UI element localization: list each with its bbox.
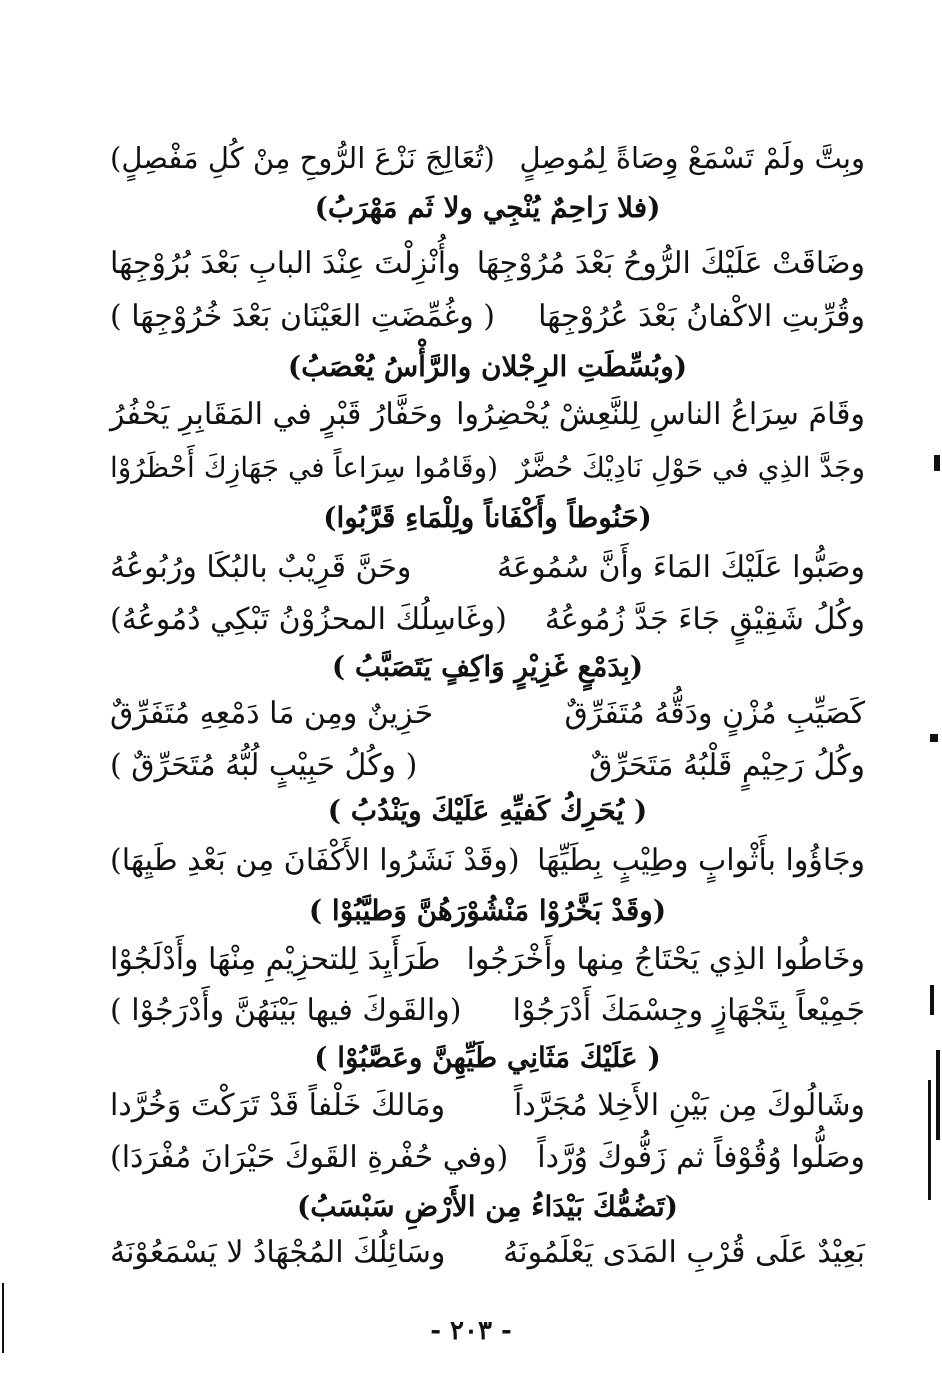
verse-right-hemistich: وكُلُ رَحِيْمٍ قَلْبُهُ مَتَحَرِّقٌ [589,748,865,783]
verse-left-hemistich: (وفي حُفْرةِ القَوكَ حَيْرَانَ مُفْرَدَا) [110,1140,509,1175]
verse-right-hemistich: وضَاقَتْ عَلَيْكَ الرُّوحُ بَعْدَ مُرُوْجِهَا [476,246,865,281]
verse-line [110,289,865,345]
verse-line [110,440,865,496]
verse-line [110,592,865,648]
verse-line [110,1130,865,1186]
verse-right-hemistich: وشَالُوكَ مِن بَيْنِ الأَخِلا مُجَرَّداً [514,1088,865,1123]
verse-line [110,1078,865,1134]
verse-line [110,833,865,889]
verse-left-hemistich: حَزِينٌ ومِن مَا دَمْعِهِ مُتَفَرِّقٌ [110,696,434,731]
verse-right-hemistich: كَصَيِّبِ مُزْنٍ ودَقُّهُ مُتَفَرِّقٌ [564,696,865,731]
scan-mark [930,985,934,1015]
refrain-line: ( عَلَيْكَ مَثَانِي طَيِّهِنَّ وعَصَّبُوْا ) [314,1040,661,1074]
verse-line [110,130,865,186]
verse-line [110,1225,865,1281]
verse-left-hemistich: طَرَأَيِدَ لِلتحزِيْمِ مِنْهَا وأَدْلَجُوْا [110,942,441,977]
verse-left-hemistich: (تُعَالِجَ نَزْعَ الرُّوحِ مِنْ كُلِ مَفْصِلٍ) [110,140,495,175]
refrain-line: (وقَدْ بَخَّرُوْا مَنْشُوْرَهُنَّ وَطيَّبُوْا ) [308,893,667,927]
scan-mark [934,455,940,471]
scan-mark [928,1080,931,1200]
verse-left-hemistich: ( وكُلُ حَبِيْبٍ لُبُّهُ مُتَحَرِّقٌ ) [110,748,418,783]
page-number: - ٢٠٣ - [430,1316,512,1346]
verse-right-hemistich: وخَاطُوا الذِي يَحْتَاجُ مِنها وأَخْرَجُوا [466,942,865,977]
scan-mark [930,734,938,742]
verse-left-hemistich: (وقَامُوا سِرَاعاً في جَهَازِكَ أَحْظَرُوْا [110,451,499,484]
verse-line [110,540,865,596]
verse-line [110,236,865,292]
verse-right-hemistich: بَعِيْدٌ عَلَى قُرْبِ المَدَى يَعْلَمُونَهُ [503,1235,865,1270]
verse-left-hemistich: وأُنْزِلْتَ عِنْدَ البابِ بَعْدَ بُرُوْجِهَا [110,246,461,281]
scan-mark [936,1050,940,1140]
verse-left-hemistich: وسَائِلُكَ المُجْهَادُ لا يَسْمَعُوْنَهُ [110,1235,446,1270]
refrain-line: (وبُسِّطَتِ الرِجْلان والرَّأْسُ يُعْصَبُ) [287,349,688,383]
verse-right-hemistich: وقُرِّبتِ الاكْفانُ بَعْدَ عُرُوْجِهَا [538,299,865,334]
verse-left-hemistich: (وغَاسِلُكَ المحزُوْنُ تَبْكِي دُمُوعُهُ) [110,602,507,637]
verse-line [110,387,865,443]
verse-right-hemistich: وصَبُّوا عَلَيْكَ المَاءَ وأَنَّ سُمُوعَهُ [496,550,865,585]
verse-right-hemistich: وقَامَ سِرَاعُ الناسِ لِلنَّعِشْ يُحْضِرُوا [456,397,865,432]
verse-right-hemistich: وبِتَّ ولَمْ تَسْمَعْ وِصَاةً لِمُوصِلٍ [519,140,865,175]
refrain-line: ( يُحَرِكُ كَفيِّهِ عَلَيْكَ ويَنْدُبُ ) [327,793,648,827]
refrain-line: (حَنُوطاً وأَكْفَاناً ولِلْمَاءِ قَرَّبُوا) [323,500,652,534]
verse-left-hemistich: وحَفَّارُ قَبْرٍ في المَقَابِرِ يَحْفُرُ [110,397,443,432]
verse-line [110,686,865,742]
verse-left-hemistich: ( وغُمِّضَتِ العَيْنَان بَعْدَ خُرُوْجِهَا ) [110,299,495,334]
verse-right-hemistich: وصَلُّوا وُقُوْفاً ثم زَفُّوكَ وُرَّداً [537,1140,865,1175]
verse-left-hemistich: (وقَدْ نَشَرُوا الأَكْفَانَ مِن بَعْدِ طَيِهَا) [110,843,520,878]
refrain-line: (تَضُمُّكَ بَيْدَاءُ مِن الأَرْضِ سَبْسَبُ) [296,1189,679,1223]
verse-left-hemistich: (والقَوكَ فيها بَيْنَهُنَّ وأَدْرَجُوْا ) [110,993,462,1028]
verse-left-hemistich: وحَنَّ قَرِيْبٌ بالبُكَا ورُبُوعُهُ [110,550,412,585]
scan-mark [2,1283,4,1353]
verse-right-hemistich: وكُلُ شَقِيْقٍ جَاءَ جَدَّ زُمُوعُهُ [544,602,865,637]
verse-right-hemistich: وجَاؤُوا بأَثْوابٍ وطِيْبٍ بِطَيِّهَا [537,843,865,878]
verse-right-hemistich: وجَدَّ الذِي في حَوْلِ نَادِيْكَ حُضَّرٌ [515,451,865,484]
refrain-line: (بِدَمْعٍ غَزِيْرٍ وَاكِفٍ يَتَصَبَّبُ ) [331,649,644,683]
refrain-line: (فلا رَاحِمٌ يُنْجِي ولا ثَم مَهْرَبُ) [314,190,661,224]
verse-line [110,983,865,1039]
verse-left-hemistich: ومَالكَ خَلْفاً قَدْ تَرَكْتَ وَخُرَّدا [110,1088,446,1123]
verse-line [110,932,865,988]
verse-right-hemistich: جَمِيْعاً بِتَجْهَازٍ وجِسْمَكَ أَدْرَجُوْا [512,993,865,1028]
